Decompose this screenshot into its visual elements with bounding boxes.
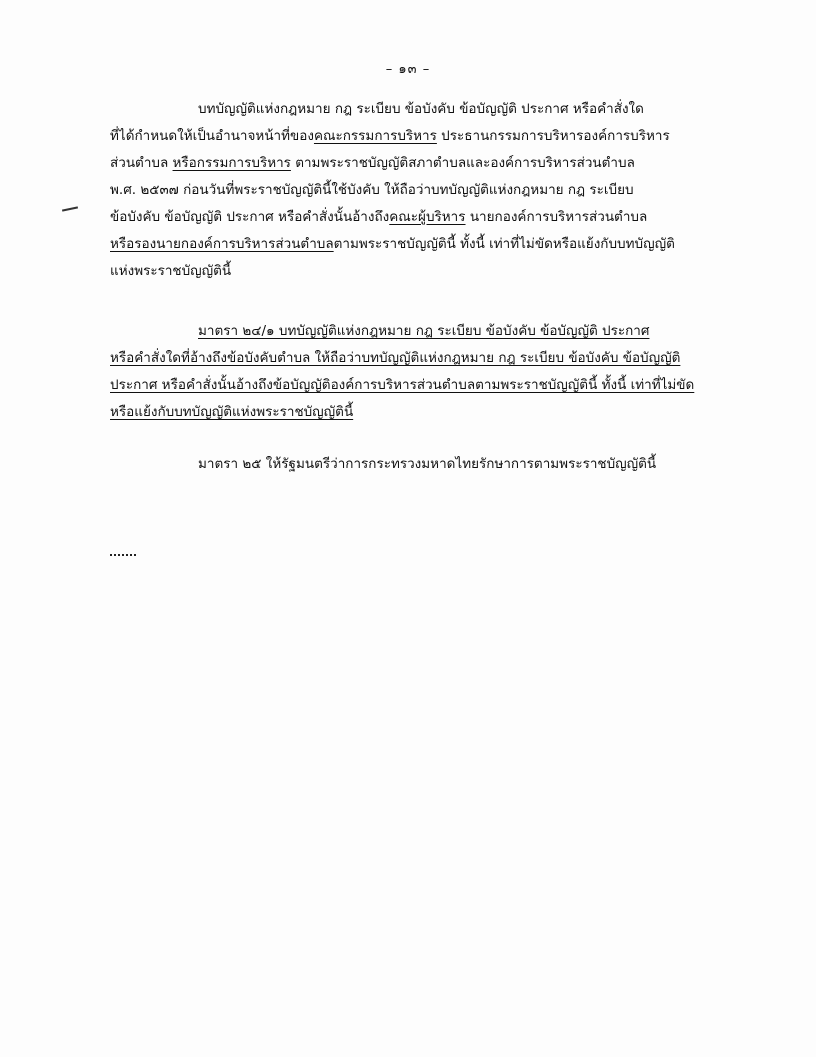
paragraph-line [110, 96, 710, 123]
paragraph-line [110, 399, 710, 426]
underlined-term: คณะกรรมการบริหาร [313, 128, 437, 144]
underlined-term: คณะผู้บริหาร [389, 209, 466, 225]
end-divider [110, 554, 136, 556]
paragraph-line [110, 451, 710, 478]
text: บทบัญญัติแห่งกฎหมาย กฎ ระเบียบ ข้อบังคับ ข้อบัญญัติ ประกาศ หรือคำสั่งใด [198, 101, 644, 117]
text: ข้อบังคับ ข้อบัญญัติ ประกาศ หรือคำสั่งนั้นอ้างถึง [110, 209, 390, 225]
paragraph-line [110, 372, 710, 399]
page-number: – ๑๓ – [385, 62, 431, 77]
text: ที่ได้กำหนดให้เป็นอำนาจหน้าที่ของ [110, 128, 314, 144]
text: นายกองค์การบริหารส่วนตำบล [465, 209, 648, 225]
paragraph-provision-transfer [110, 96, 710, 285]
text: พ.ศ. ๒๕๓๗ ก่อนวันที่พระราชบัญญัตินี้ใช้บังคับ ให้ถือว่าบทบัญญัติแห่งกฎหมาย กฎ ระเบียบ [110, 182, 634, 198]
paragraph-line [110, 177, 710, 204]
underlined-term: หรือรองนายกองค์การบริหารส่วนตำบล [110, 236, 334, 252]
text: มาตรา ๒๕ ให้รัฐมนตรีว่าการกระทรวงมหาดไทยรักษาการตามพระราชบัญญัตินี้ [198, 456, 657, 472]
paragraph-line [110, 318, 710, 345]
text: ส่วนตำบล [110, 155, 173, 171]
text: ตามพระราชบัญญัตินี้ ทั้งนี้ เท่าที่ไม่ขัดหรือแย้งกับบทบัญญัติ [333, 236, 675, 252]
underlined-term: หรือกรรมการบริหาร [172, 155, 291, 171]
paragraph-line [110, 150, 710, 177]
text: แห่งพระราชบัญญัตินี้ [110, 263, 232, 279]
margin-pen-mark [62, 206, 78, 211]
underlined-text: มาตรา ๒๔/๑ บทบัญญัติแห่งกฎหมาย กฎ ระเบียบ ข้อบังคับ ข้อบัญญัติ ประกาศ [198, 323, 650, 339]
underlined-text: หรือคำสั่งใดที่อ้างถึงข้อบังคับตำบล ให้ถือว่าบทบัญญัติแห่งกฎหมาย กฎ ระเบียบ ข้อบังคับ ข้อบัญญัติ [110, 350, 681, 366]
section-25 [110, 451, 710, 478]
text: ประธานกรรมการบริหารองค์การบริหาร [436, 128, 670, 144]
underlined-text: หรือแย้งกับบทบัญญัติแห่งพระราชบัญญัตินี้ [110, 404, 354, 420]
text: ตามพระราชบัญญัติสภาตำบลและองค์การบริหารส่วนตำบล [290, 155, 635, 171]
paragraph-line [110, 345, 710, 372]
paragraph-line [110, 231, 710, 258]
paragraph-line [110, 258, 710, 285]
section-24-1 [110, 318, 710, 426]
paragraph-line [110, 204, 710, 231]
paragraph-line [110, 123, 710, 150]
underlined-text: ประกาศ หรือคำสั่งนั้นอ้างถึงข้อบัญญัติองค์การบริหารส่วนตำบลตามพระราชบัญญัตินี้ ทั้งนี้ เท่าที่ไม่ขัด [110, 377, 695, 393]
